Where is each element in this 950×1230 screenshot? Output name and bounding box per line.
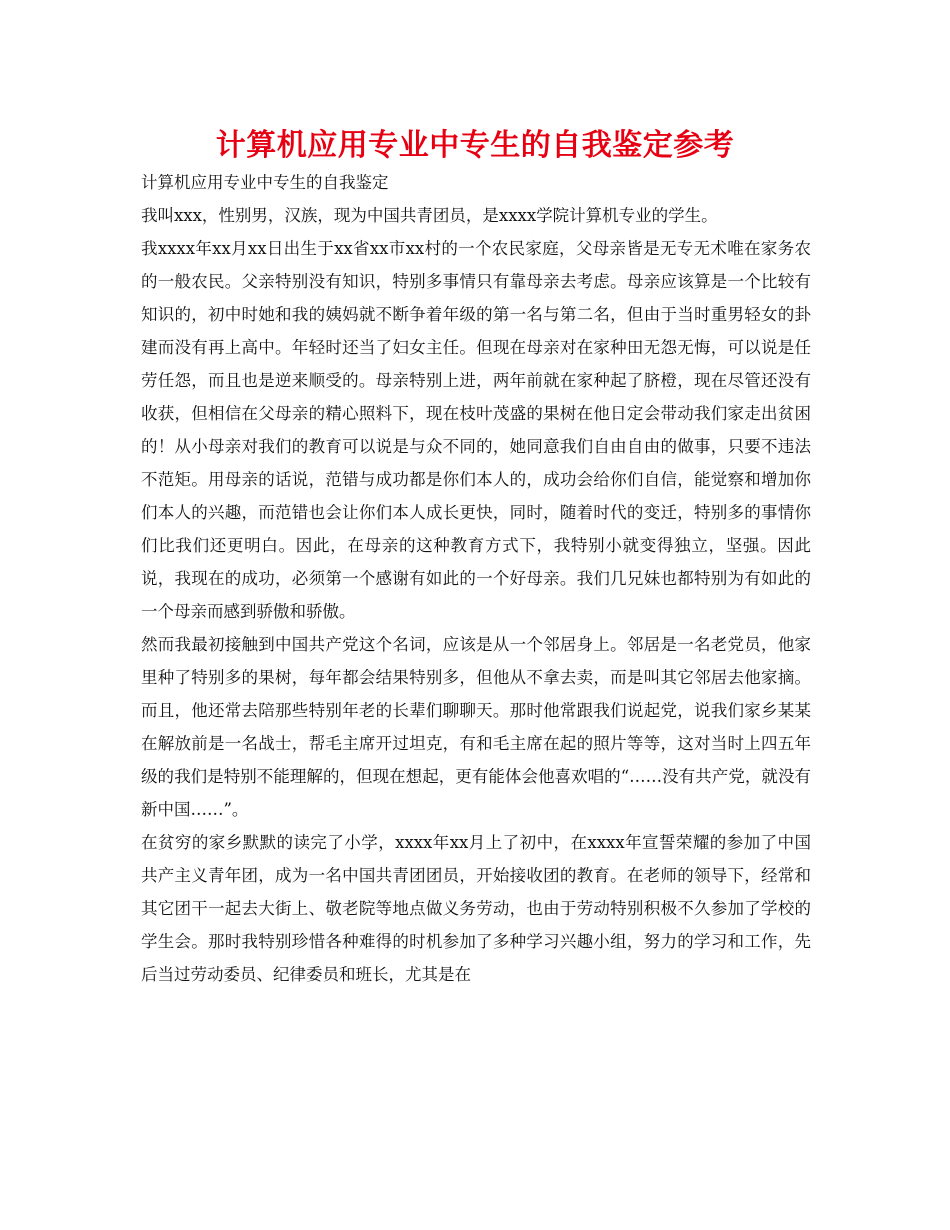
paragraph-family: 我xxxx年xx月xx日出生于xx省xx市xx村的一个农民家庭，父母亲皆是无专无术唯在家务农的一般农民。父亲特别没有知识，特别多事情只有靠母亲去考虑。母亲应该算是一个比较有知识的，初中时她和我的姨妈就不断争着年级的第一名与第二名，但由于当时重男轻女的卦建而没有再上高中。年轻时还当了妇女主任。但现在母亲对在家种田无怨无悔，可以说是任劳任怨，而且也是逆来顺受的。母亲特别上进，两年前就在家种起了脐橙，现在尽管还没有收获，但相信在父母亲的精心照料下，现在枝叶茂盛的果树在他日定会带动我们家走出贫困的！从小母亲对我们的教育可以说是与众不同的，她同意我们自由自由的做事，只要不违法不范矩。用母亲的话说，范错与成功都是你们本人的，成功会给你们自信，能觉察和增加你们本人的兴趣，而范错也会让你们本人成长更快，同时，随着时代的变迁，特别多的事情你们比我们还更明白。因此，在母亲的这种教育方式下，我特别小就变得独立，坚强。因此说，我现在的成功，必须第一个感谢有如此的一个好母亲。我们几兄妹也都特别为有如此的一个母亲而感到骄傲和骄傲。 [141, 239, 811, 621]
paragraph-party: 然而我最初接触到中国共产党这个名词，应该是从一个邻居身上。邻居是一名老党员，他家里种了特别多的果树，每年都会结果特别多，但他从不拿去卖，而是叫其它邻居去他家摘。而且，他还常去陪那些特别年老的长辈们聊聊天。那时他常跟我们说起党，说我们家乡某某在解放前是一名战士，帮毛主席开过坦克，有和毛主席在起的照片等等，这对当时上四五年级的我们是特别不能理解的，但现在想起，更有能体会他喜欢唱的“……没有共产党，就没有新中国……”。 [141, 635, 811, 819]
document-body [141, 166, 811, 991]
document-subtitle: 计算机应用专业中专生的自我鉴定 [141, 173, 389, 192]
paragraph-school: 在贫穷的家乡默默的读完了小学，xxxx年xx月上了初中，在xxxx年宣誓荣耀的参加了中国共产主义青年团，成为一名中国共青团团员，开始接收团的教育。在老师的领导下，经常和其它团干一起去大街上、敬老院等地点做义务劳动，也由于劳动特别积极不久参加了学校的学生会。那时我特别珍惜各种难得的时机参加了多种学习兴趣小组，努力的学习和工作，先后当过劳动委员、纪律委员和班长，尤其是在 [141, 833, 811, 984]
document-title: 计算机应用专业中专生的自我鉴定参考 [215, 128, 735, 163]
paragraph-intro: 我叫xxx，性别男，汉族，现为中国共青团员，是xxxx学院计算机专业的学生。 [141, 206, 718, 225]
